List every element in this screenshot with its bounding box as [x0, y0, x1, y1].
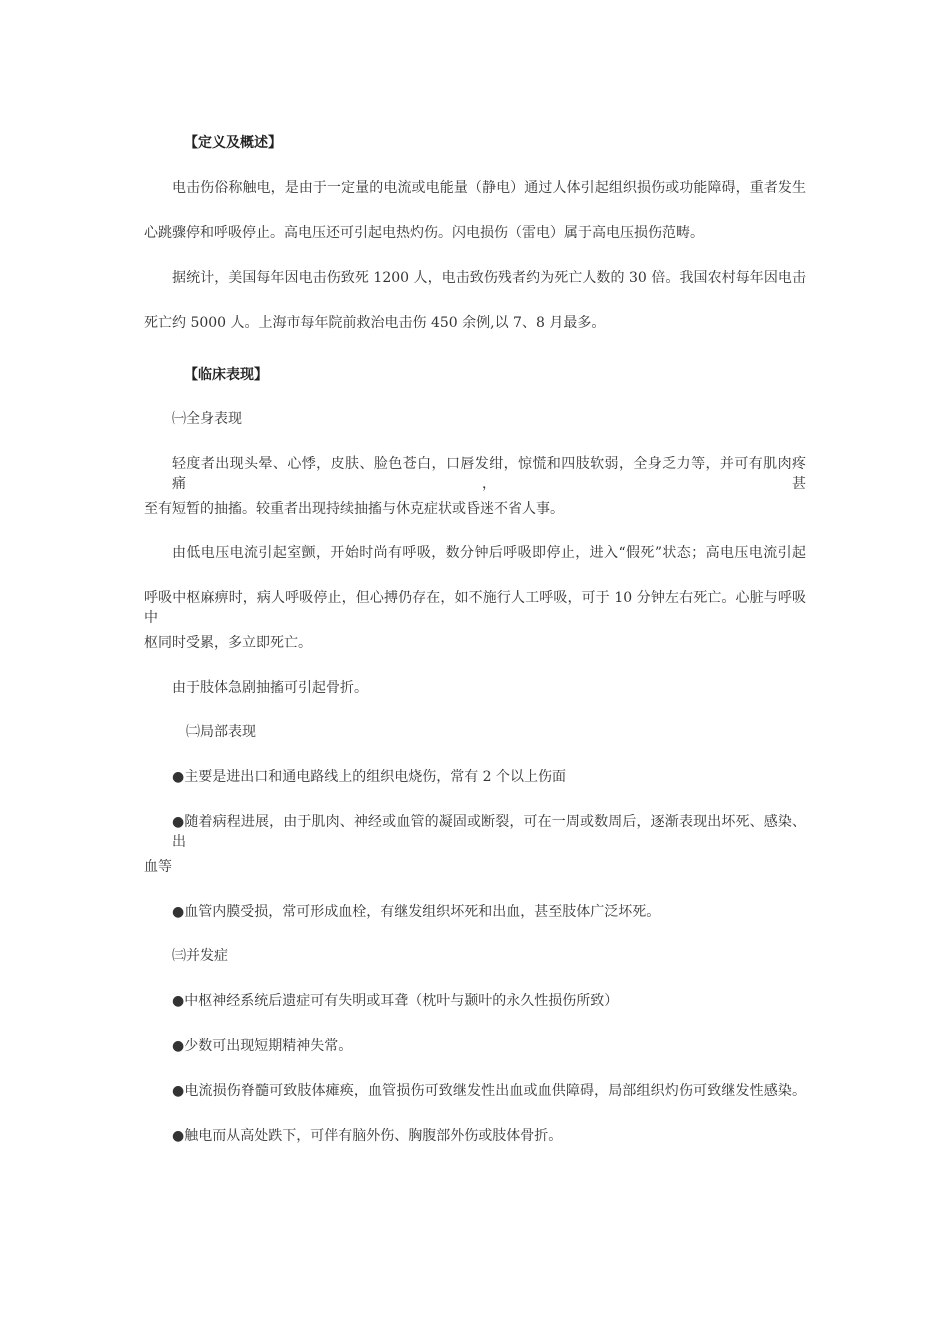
systemic-title: ㈠全身表现 — [172, 411, 242, 427]
clinical-heading: 【临床表现】 — [184, 367, 268, 383]
definition-paragraph-1-line-1: 电击伤俗称触电，是由于一定量的电流或电能量（静电）通过人体引起组织损伤或功能障碍，重者发生 — [172, 180, 806, 196]
systemic-paragraph-3: 由于肢体急剧抽搐可引起骨折。 — [172, 680, 368, 696]
complications-bullet-1: ●中枢神经系统后遗症可有失明或耳聋（枕叶与颞叶的永久性损伤所致） — [172, 993, 619, 1009]
definition-paragraph-1-line-2: 心跳骤停和呼吸停止。高电压还可引起电热灼伤。闪电损伤（雷电）属于高电压损伤范畴。 — [144, 225, 704, 241]
systemic-paragraph-1-line-2: 至有短暂的抽搐。较重者出现持续抽搐与休克症状或昏迷不省人事。 — [144, 501, 564, 517]
local-bullet-2-line-2: 血等 — [144, 859, 172, 875]
complications-title: ㈢并发症 — [172, 948, 228, 964]
complications-bullet-4: ●触电而从高处跌下，可伴有脑外伤、胸腹部外伤或肢体骨折。 — [172, 1128, 563, 1144]
complications-bullet-3: ●电流损伤脊髓可致肢体瘫痪，血管损伤可致继发性出血或血供障碍，局部组织灼伤可致继发性感染。 — [172, 1083, 806, 1099]
local-title: ㈡局部表现 — [186, 724, 256, 740]
systemic-paragraph-2-line-2: 呼吸中枢麻痹时，病人呼吸停止，但心搏仍存在，如不施行人工呼吸，可于 10 分钟左右死亡。心脏与呼吸中 — [144, 590, 806, 626]
systemic-paragraph-2-line-1: 由低电压电流引起室颤，开始时尚有呼吸，数分钟后呼吸即停止，进入“假死”状态；高电压电流引起 — [172, 545, 806, 561]
local-bullet-2-line-1: ●随着病程进展，由于肌肉、神经或血管的凝固或断裂，可在一周或数周后，逐渐表现出坏死、感染、出 — [172, 814, 806, 850]
local-bullet-3: ●血管内膜受损，常可形成血栓，有继发组织坏死和出血，甚至肢体广泛坏死。 — [172, 904, 661, 920]
systemic-paragraph-1-line-1: 轻度者出现头晕、心悸，皮肤、脸色苍白，口唇发绀，惊慌和四肢软弱，全身乏力等，并可有肌肉疼痛，甚 — [172, 456, 806, 492]
complications-bullet-2: ●少数可出现短期精神失常。 — [172, 1038, 353, 1054]
definition-heading: 【定义及概述】 — [184, 135, 282, 151]
systemic-paragraph-2-line-3: 枢同时受累，多立即死亡。 — [144, 635, 312, 651]
definition-paragraph-2-line-2: 死亡约 5000 人。上海市每年院前救治电击伤 450 余例,以 7、8 月最多。 — [144, 315, 606, 331]
local-bullet-1: ●主要是进出口和通电路线上的组织电烧伤，常有 2 个以上伤面 — [172, 769, 567, 785]
definition-paragraph-2-line-1: 据统计，美国每年因电击伤致死 1200 人，电击致伤残者约为死亡人数的 30 倍。我国农村每年因电击 — [172, 270, 806, 286]
